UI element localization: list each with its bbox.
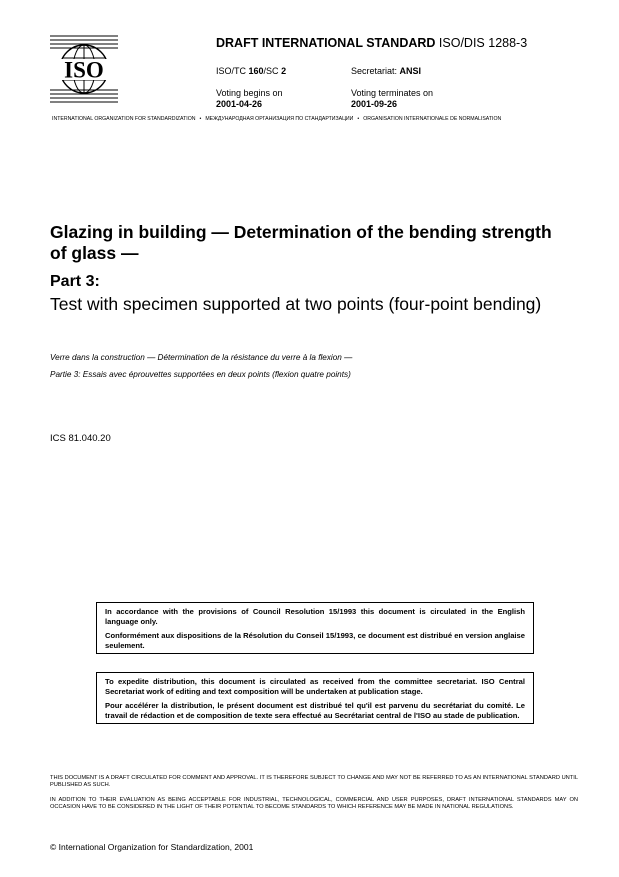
iso-logo (48, 33, 120, 105)
committee: ISO/TC 160/SC 2 (216, 66, 287, 76)
regulation-disclaimer: IN ADDITION TO THEIR EVALUATION AS BEING ACCEPTABLE FOR INDUSTRIAL, TECHNOLOGICAL, COMMERCIAL AND USER PURPOSES, DRAFT INTERNATIONAL STANDARDS MAY ON OCCASION HAVE TO BE CONSIDERED IN THE LIGHT OF THEIR POTENTIAL TO BECOME STANDARDS TO WHICH REFERENCE MAY BE MADE IN NATIONAL REGULATIONS. (50, 797, 578, 810)
organization-line: INTERNATIONAL ORGANIZATION FOR STANDARDIZATION • МЕЖДУНАРОДНАЯ ОРГАНИЗАЦИЯ ПО СТАНДАРТИЗАЦИИ • ORGANISATION INTERNATIONALE DE NORMALISATION (52, 116, 502, 122)
french-part-title: Partie 3: Essais avec éprouvettes supportées en deux points (flexion quatre points) (50, 370, 351, 379)
doc-type: DRAFT INTERNATIONAL STANDARD (216, 36, 436, 50)
notice-box-language: In accordance with the provisions of Council Resolution 15/1993 this document is circulated in the English language only. Conformément aux dispositions de la Résolution du Conseil 15/1993, ce document est distribué en version anglaise seulement. (96, 602, 534, 654)
copyright: © International Organization for Standardization, 2001 (50, 842, 254, 852)
draft-disclaimer: THIS DOCUMENT IS A DRAFT CIRCULATED FOR COMMENT AND APPROVAL. IT IS THEREFORE SUBJECT TO CHANGE AND MAY NOT BE REFERRED TO AS AN INTERNATIONAL STANDARD UNTIL PUBLISHED AS SUCH. (50, 775, 578, 788)
part-label: Part 3: (50, 273, 100, 290)
doc-number: ISO/DIS 1288-3 (438, 36, 528, 50)
document-title: Glazing in building — Determination of the bending strength of glass — (50, 222, 552, 263)
secretariat: Secretariat: ANSI (351, 66, 422, 76)
doc-header-title (216, 36, 527, 50)
notice-box-distribution: To expedite distribution, this document is circulated as received from the committee secretariat. ISO Central Secretariat work of editing and text composition will be undertaken at publication stage. Pour accélérer la distribution, le présent document est distribué tel qu'il est parvenu du secrétariat du comité. Le travail de rédaction et de composition de texte sera effectué au Secrétariat central de l'ISO au stade de publication. (96, 672, 534, 724)
part-title: Test with specimen supported at two points (four-point bending) (50, 294, 542, 314)
voting-terminates: Voting terminates on 2001-09-26 (351, 88, 434, 109)
voting-begins: Voting begins on 2001-04-26 (216, 88, 283, 109)
svg-text:ISO: ISO (64, 57, 104, 83)
ics-code: ICS 81.040.20 (50, 433, 111, 444)
french-title: Verre dans la construction — Détermination de la résistance du verre à la flexion — (50, 353, 353, 362)
